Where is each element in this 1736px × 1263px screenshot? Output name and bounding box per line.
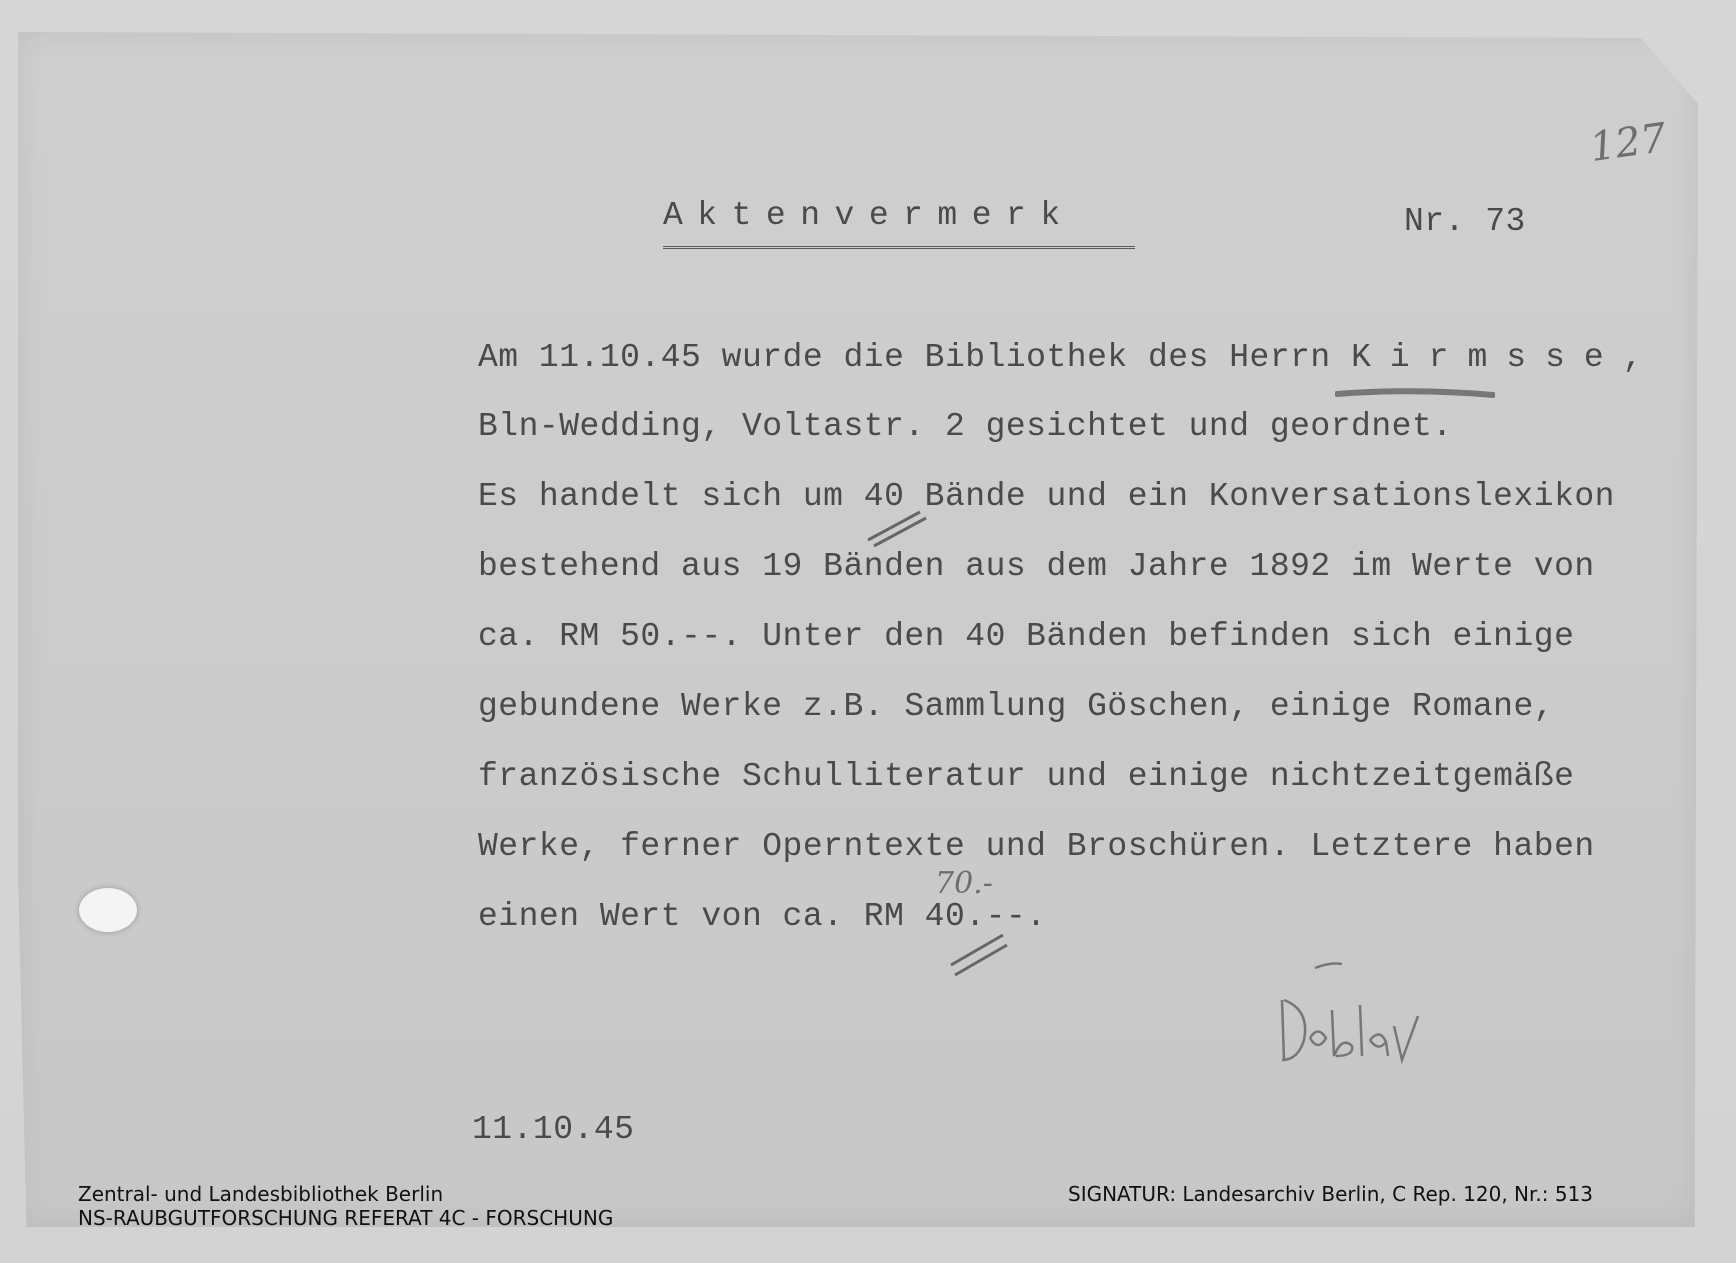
body-line-6: gebundene Werke z.B. Sammlung Göschen, einige Romane, <box>478 688 1555 725</box>
pencil-strike-mark-2 <box>945 925 1015 980</box>
footer-department: NS-RAUBGUTFORSCHUNG REFERAT 4C - FORSCHUNG <box>78 1206 614 1230</box>
pencil-correction: 70.- <box>935 866 993 901</box>
body-line-3: Es handelt sich um 40 Bände und ein Konversationslexikon <box>478 478 1615 515</box>
body-line-9: einen Wert von ca. RM 40.--. <box>478 898 1047 935</box>
document-number: Nr. 73 <box>1404 203 1526 240</box>
body-line-8: Werke, ferner Operntexte und Broschüren. Letztere haben <box>478 828 1595 865</box>
name-underline-mark <box>1335 386 1495 400</box>
body-line-1 <box>478 339 1643 376</box>
pencil-strike-mark <box>860 500 930 550</box>
body-line-7: französische Schulliteratur und einige nichtzeitgemäße <box>478 758 1575 795</box>
owner-name: Kirmsse <box>1351 339 1623 376</box>
document-title: Aktenvermerk <box>663 197 1075 234</box>
body-line-1-start: Am 11.10.45 wurde die Bibliothek des Herrn <box>478 339 1331 376</box>
title-underline <box>663 246 1135 249</box>
body-line-5: ca. RM 50.--. Unter den 40 Bänden befinden sich einige <box>478 618 1575 655</box>
body-line-4: bestehend aus 19 Bänden aus dem Jahre 1892 im Werte von <box>478 548 1595 585</box>
punch-hole <box>79 888 137 932</box>
document-date: 11.10.45 <box>472 1111 635 1148</box>
handwritten-signature <box>1270 960 1440 1080</box>
body-line-2: Bln-Wedding, Voltastr. 2 gesichtet und geordnet. <box>478 408 1453 445</box>
body-line-1-end: , <box>1622 339 1643 376</box>
footer-institution <box>78 1182 613 1230</box>
footer-signature: SIGNATUR: Landesarchiv Berlin, C Rep. 120, Nr.: 513 <box>1068 1182 1594 1206</box>
folio-number: 127 <box>1587 114 1670 172</box>
footer-library: Zentral- und Landesbibliothek Berlin <box>78 1182 444 1206</box>
